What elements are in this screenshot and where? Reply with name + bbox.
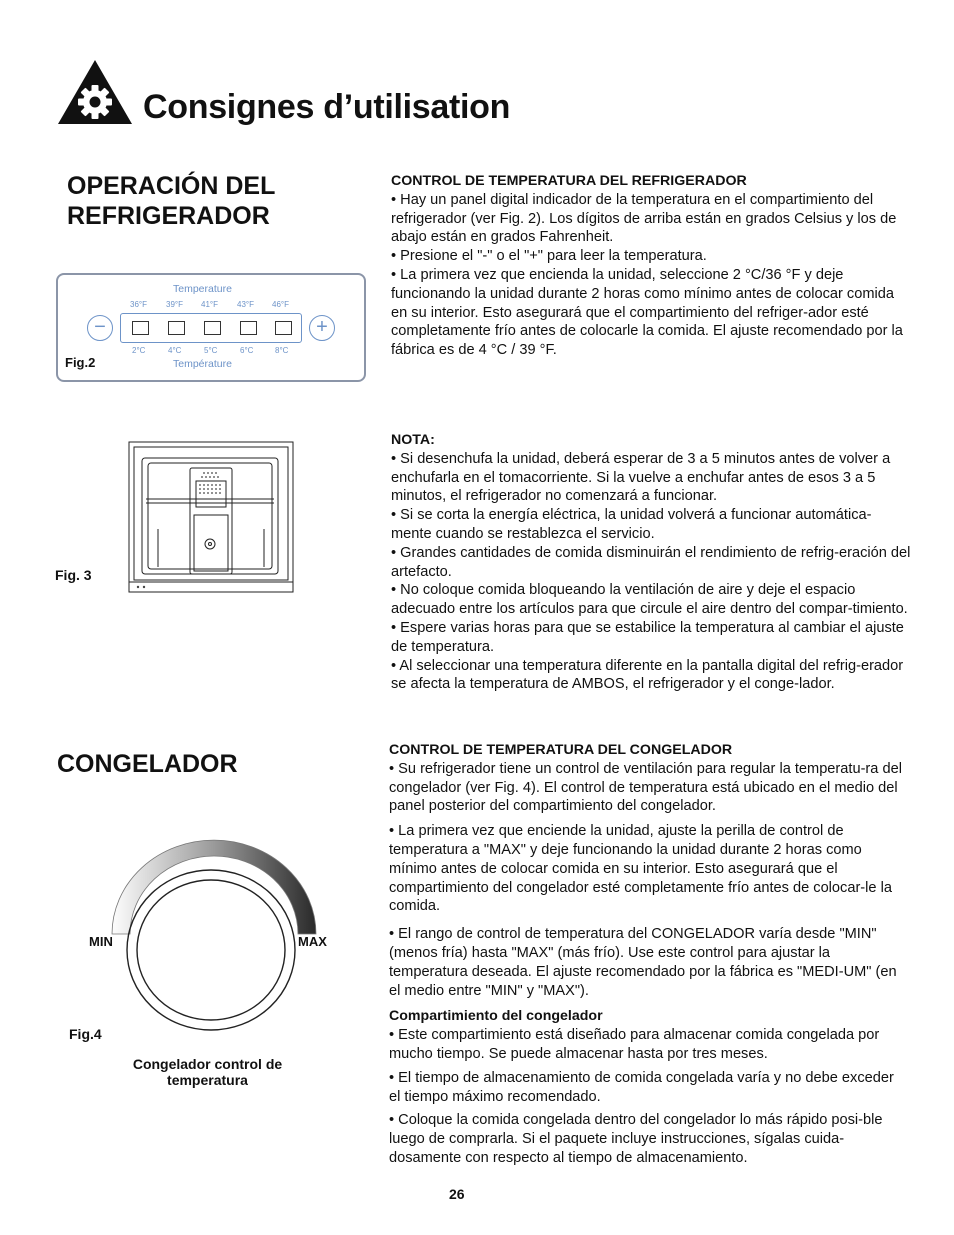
fig4-label: Fig.4 [69,1026,102,1042]
digit-segment [275,321,292,335]
fahrenheit-label: 46°F [272,300,289,309]
digit-segment [132,321,149,335]
nota-text [391,431,911,694]
page-number: 26 [449,1186,465,1202]
paragraph: • Espere varias horas para que se estabilice la temperatura al cambiar el ajuste de temperatura. [391,619,904,655]
digit-segment [168,321,185,335]
fig2-label: Fig.2 [65,355,96,370]
refrigerator-interior-drawing [128,441,296,594]
paragraph: • Presione el "-" o el "+" para leer la temperatura. [391,248,707,265]
paragraph: • No coloque comida bloqueando la ventilación de aire y deje el espacio adecuado entre los artículos para que circule el aire dentro del compar-timiento. [391,582,908,618]
paragraph: • Si desenchufa la unidad, deberá esperar de 3 a 5 minutos antes de volver a enchufarla en el tomacorriente. Si la vuelve a enchufar antes de esos 3 a 5 minutos, el refrigerador no comenzará a funcionar. [391,450,891,505]
gear-warning-icon [56,58,134,126]
dial-min-label: MIN [89,934,113,949]
celsius-label: 4°C [168,346,182,355]
panel-caption-top: Temperature [173,283,232,295]
digit-segment [240,321,257,335]
section-title-refrigerator [67,171,275,231]
temp-control-text [391,172,911,360]
minus-button: − [87,315,113,341]
freezer-dial-drawing [108,838,320,1038]
panel-caption-bottom: Température [173,358,232,370]
celsius-label: 2°C [132,346,146,355]
fahrenheit-label: 39°F [166,300,183,309]
fig4-caption [110,1056,305,1088]
nota-heading: NOTA: [391,432,435,448]
paragraph: • La primera vez que enciende la unidad, ajuste la perilla de control de temperatura a "MAX" y deje funcionando la unidad durante 2 horas como mínimo antes de colocar comida en su interior. Esto asegurará que el compartimiento del congelador esté completamente frío antes de colocar-le la comida. [389,823,892,915]
paragraph: • Coloque la comida congelada dentro del congelador lo más rápido posi-ble luego de comprarla. Si el paquete incluye instrucciones, sígalas cuida-dosamente con respecto al tiempo de almacenamiento. [389,1112,883,1166]
caption-line: temperatura [167,1072,248,1088]
paragraph: • El rango de control de temperatura del CONGELADOR varía desde "MIN" (menos fría) hasta "MAX" (más frío). Use este control para ajustar la temperatura deseada. El ajuste recomendado por la fábrica es "MEDI-UM" (en el medio entre "MIN" y "MAX"). [389,926,897,999]
paragraph: • Este compartimiento está diseñado para almacenar comida congelada por mucho tiempo. Se puede almacenar hasta por tres meses. [389,1027,880,1062]
fahrenheit-label: 43°F [237,300,254,309]
freezer-control-heading: CONTROL DE TEMPERATURA DEL CONGELADOR [389,742,733,758]
section-title-freezer: CONGELADOR [57,750,238,778]
celsius-label: 5°C [204,346,218,355]
paragraph: • Hay un panel digital indicador de la temperatura en el compartimiento del refrigerador (ver Fig. 2). Los dígitos de arriba están en grados Celsius y los de abajo están en grados Fahrenheit. [391,191,897,246]
celsius-label: 6°C [240,346,254,355]
temperature-panel-figure [56,273,366,382]
dial-max-label: MAX [298,934,327,949]
paragraph: • Grandes cantidades de comida disminuirán el rendimiento de refrig-eración del artefacto. [391,544,911,580]
paragraph: • El tiempo de almacenamiento de comida congelada varía y no debe exceder el tiempo máximo recomendado. [389,1069,894,1105]
paragraph: • Su refrigerador tiene un control de ventilación para regular la temperatu-ra del congelador (ver Fig. 4). El control de temperatura está ubicado en el medio del panel posterior del compartimiento del congelador. [389,760,902,815]
freezer-control-text [389,741,909,1168]
paragraph: • La primera vez que encienda la unidad, seleccione 2 °C/36 °F y deje funcionando la unidad durante 2 horas como mínimo antes de colocar comida en su interior. Esto asegurará que el compartimiento del refriger-ador esté completamente frío antes de colocarle la comida. El ajuste recomendado por la fábrica es de 4 °C / 39 °F. [391,266,903,359]
fahrenheit-label: 36°F [130,300,147,309]
celsius-label: 8°C [275,346,289,355]
paragraph: • Si se corta la energía eléctrica, la unidad volverá a funcionar automática-mente cuando se restablezca el servicio. [391,507,872,542]
temp-control-heading: CONTROL DE TEMPERATURA DEL REFRIGERADOR [391,173,747,189]
digit-segment [204,321,221,335]
section-title-line: OPERACIÓN DEL [67,172,276,200]
fig3-label: Fig. 3 [55,567,92,583]
caption-line: Congelador control de [132,1056,283,1072]
page-title: Consignes d’utilisation [143,88,511,126]
fahrenheit-label: 41°F [201,300,218,309]
section-title-line: REFRIGERADOR [67,202,270,230]
plus-button: + [309,315,335,341]
paragraph: • Al seleccionar una temperatura diferente en la pantalla digital del refrig-erador se afecta la temperatura de AMBOS, el refrigerador y el conge-lador. [391,657,904,693]
compartment-heading: Compartimiento del congelador [389,1008,603,1025]
